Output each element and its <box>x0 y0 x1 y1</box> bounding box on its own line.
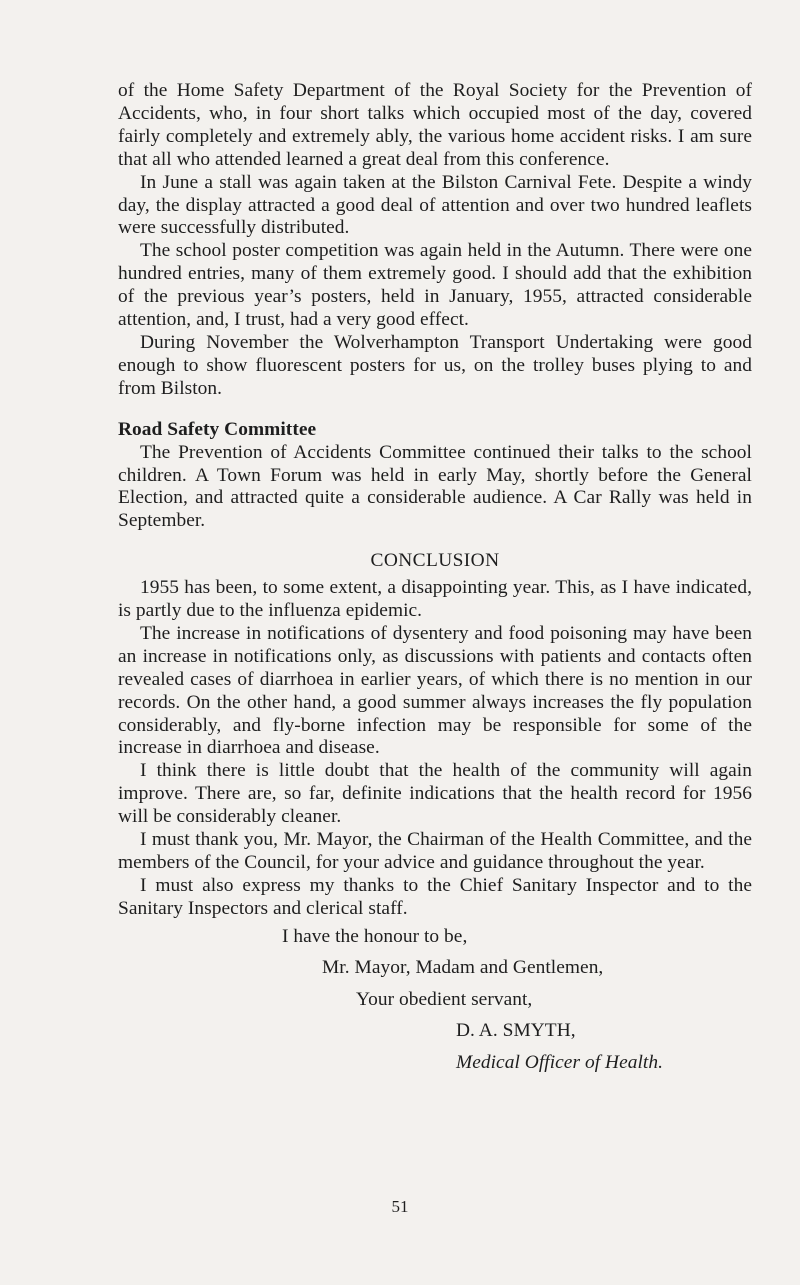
section-heading-road-safety: Road Safety Committee <box>118 418 317 440</box>
closing-line-honour: I have the honour to be, <box>282 925 468 947</box>
paragraph-poster-competition: The school poster competition was again held in the Autumn. There were one hundred entries, many of them extremely good. I should add that the exhibition of the previous year’s posters, held in January, 1955, attracted considerable attention, and, I trust, had a very good effect. <box>118 240 752 331</box>
paragraph-road-safety: The Prevention of Accidents Committee continued their talks to the school children. A Town Forum was held in early May, shortly before the General Election, and attracted quite a considerable audience. A Car Rally was held in September. <box>118 441 752 532</box>
document-page <box>118 80 752 1078</box>
page-number: 51 <box>391 1197 409 1216</box>
signature-name: D. A. SMYTH, <box>456 1020 576 1042</box>
signature-title: Medical Officer of Health. <box>456 1051 664 1073</box>
paragraph-fluorescent-posters: During November the Wolverhampton Transport Undertaking were good enough to show fluorescent posters for us, on the trolley buses plying to and from Bilston. <box>118 331 752 399</box>
closing-line-salutation: Mr. Mayor, Madam and Gentlemen, <box>322 957 604 979</box>
paragraph-thanks-mayor: I must thank you, Mr. Mayor, the Chairman of the Health Committee, and the members of the Council, for your advice and guidance throughout the year. <box>118 829 752 873</box>
closing-line-servant: Your obedient servant, <box>356 988 533 1010</box>
paragraph-health-improve: I think there is little doubt that the health of the community will again improve. There are, so far, definite indications that the health record for 1956 will be considerably cleaner. <box>118 760 752 828</box>
paragraph-carnival-fete: In June a stall was again taken at the Bilston Carnival Fete. Despite a windy day, the display attracted a good deal of attention and over two hundred leaflets were successfully distributed. <box>118 171 752 239</box>
paragraph-disappointing-year: 1955 has been, to some extent, a disappointing year. This, as I have indicated, is partly due to the influenza epidemic. <box>118 577 752 622</box>
paragraph-dysentery-increase: The increase in notifications of dysentery and food poisoning may have been an increase in notifications only, as discussions with patients and contacts often revealed cases of diarrhoea in earlier years, of which there is no mention in our records. On the other hand, a good summer always increases the fly population considerably, and fly-borne infection may be responsible for some of the increase in diarrhoea and disease. <box>118 622 752 759</box>
paragraph-thanks-inspectors: I must also express my thanks to the Chief Sanitary Inspector and to the Sanitary Inspectors and clerical staff. <box>118 874 752 919</box>
section-heading-conclusion: CONCLUSION <box>370 550 500 572</box>
closing-block <box>118 921 752 1079</box>
paragraph-home-safety: of the Home Safety Department of the Royal Society for the Prevention of Accidents, who, in four short talks which occupied most of the day, covered fairly completely and extremely ably, the various home accident risks. I am sure that all who attended learned a great deal from this conference. <box>118 80 752 170</box>
